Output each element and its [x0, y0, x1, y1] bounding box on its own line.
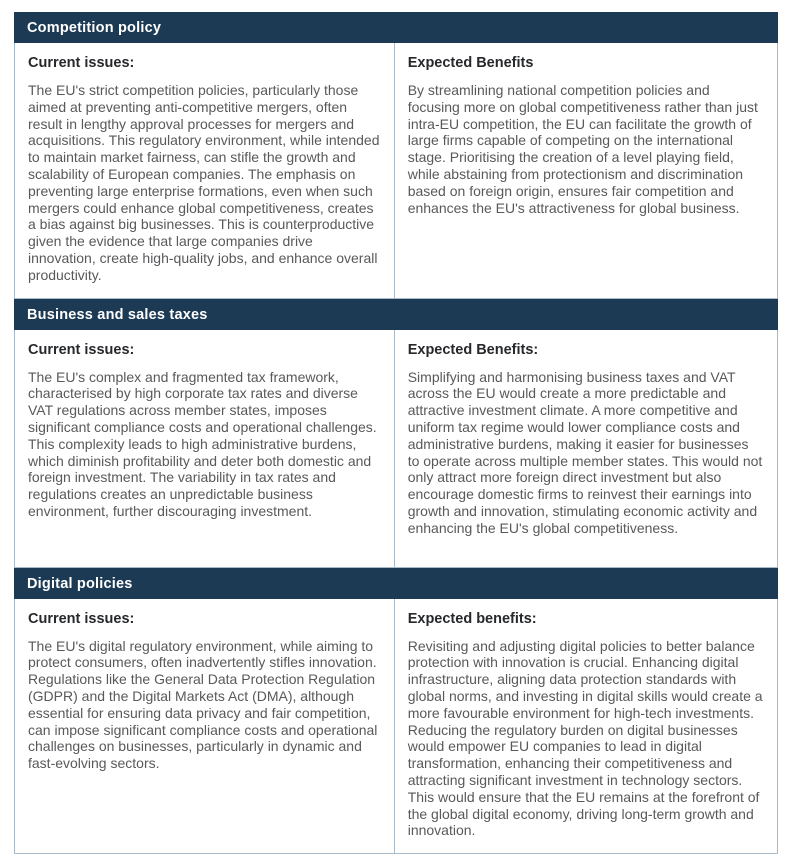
expected-benefits-heading: Expected Benefits: [407, 55, 534, 71]
section-competition-policy: [14, 12, 778, 299]
section-row: [14, 330, 778, 568]
current-issues-text: The EU's complex and fragmented tax framework, characterised by high corporate tax rates and diverse VAT regulations across member states, imposes significant compliance costs and operational challenges. This complexity leads to high administrative burdens, which diminish profitability and deter both domestic and foreign investment. The variability in tax rates and regulations creates an unpredictable business environment, further discouraging investment.: [28, 368, 377, 519]
section-title-digital-policies: Digital policies: [14, 568, 778, 599]
current-issues-heading: Current issues:: [28, 341, 135, 358]
expected-benefits-cell: [394, 330, 777, 567]
expected-benefits-text: By streamlining national competition policies and focusing more on global competitiveness rather than just intra-EU competition, the EU can facilitate the growth of large firms capable of competing on the international stage. Prioritising the creation of a level playing field, while abstaining from protectionism and discrimination based on foreign origin, ensures fair competition and enhances the EU's attractiveness for global business.: [407, 82, 758, 216]
expected-benefits-text: Simplifying and harmonising business taxes and VAT across the EU would create a more predictable and attractive investment climate. A more competitive and uniform tax regime would lower compliance costs and administrative burdens, making it easier for businesses to operate across multiple member states. This would not only attract more foreign direct investment but also encourage domestic firms to reinvest their earnings into growth and innovation, stimulating economic activity and enhancing the EU's global competitiveness.: [407, 368, 763, 536]
expected-benefits-cell: [394, 599, 777, 854]
expected-benefits-heading: Expected benefits:: [407, 610, 537, 627]
current-issues-heading: Current issues:: [28, 55, 135, 71]
expected-benefits-cell: [394, 43, 777, 298]
section-row: [14, 599, 778, 854]
section-business-and-sales-taxes: [14, 299, 778, 568]
current-issues-text: The EU's digital regulatory environment, while aiming to protect consumers, often inadvertently stifles innovation. Regulations like the General Data Protection Regulation (GDPR) and the Digital Markets Act (DMA), although essential for ensuring data privacy and fair competition, can impose significant compliance costs and operational challenges on businesses, particularly in dynamic and fast-evolving sectors.: [28, 637, 378, 772]
current-issues-cell: [15, 43, 394, 298]
section-digital-policies: [14, 568, 778, 854]
expected-benefits-text: Revisiting and adjusting digital policies to better balance protection with innovation is crucial. Enhancing digital infrastructure, aligning data protection standards with global norms, and investing in digital skills would create a more favourable environment for high-tech investments. Reducing the regulatory burden on digital businesses would empower EU companies to lead in digital transformation, enhancing their competitiveness and attracting significant investment in technology sectors. This would ensure that the EU remains at the forefront of the global digital economy, driving long-term growth and innovation.: [407, 637, 763, 839]
section-row: [14, 43, 778, 299]
current-issues-cell: [15, 599, 394, 854]
current-issues-text: The EU's strict competition policies, particularly those aimed at preventing anti-competitive mergers, often result in lengthy approval processes for mergers and acquisitions. This regulatory environment, while intended to maintain market fairness, can stifle the growth and scalability of European companies. The emphasis on preventing large enterprise formations, even when such mergers could enhance global competitiveness, creates a bias against big businesses. This is counterproductive given the evidence that large companies drive innovation, create high-quality jobs, and enhance overall productivity.: [28, 82, 380, 283]
section-title-competition-policy: Competition policy: [14, 12, 778, 43]
current-issues-heading: Current issues:: [28, 610, 135, 627]
expected-benefits-heading: Expected Benefits:: [407, 341, 539, 358]
current-issues-cell: [15, 330, 394, 567]
section-title-business-and-sales-taxes: Business and sales taxes: [14, 299, 778, 330]
